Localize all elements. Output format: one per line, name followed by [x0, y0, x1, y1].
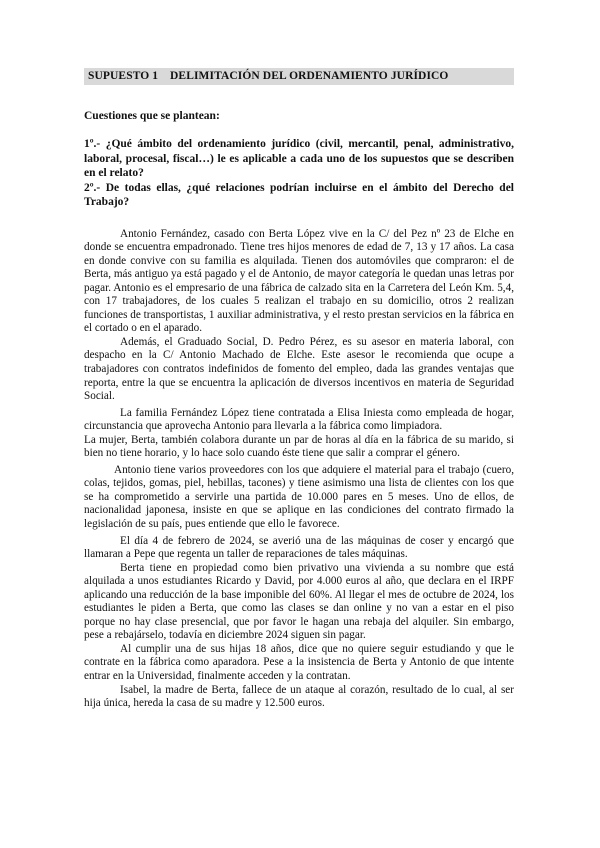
paragraph: Berta tiene en propiedad como bien privativo una vivienda a su nombre que está alquilada a unos estudiantes Ricardo y David, por 4.000 euros al año, que declara en el IRPF aplicando una reducción de la base imponible del 60%. Al llegar el mes de octubre de 2024, los estudiantes le piden a Berta, que como las clases se dan online y no van a estar en el piso porque no hay clase presencial, que por favor le hagan una rebaja del alquiler. Sin embargo, pese a rebajárselo, todavía en diciembre 2024 siguen sin pagar.	[84, 561, 514, 642]
question-item: 1º.- ¿Qué ámbito del ordenamiento jurídico (civil, mercantil, penal, administrativo, laboral, procesal, fiscal…) le es aplicable a cada uno de los supuestos que se describen en el relato?	[84, 138, 514, 179]
paragraph: Antonio Fernández, casado con Berta López vive en la C/ del Pez nº 23 de Elche en donde se encuentra empadronado. Tiene tres hijos menores de edad de 7, 13 y 17 años. La casa en donde convive con su familia es alquilada. Tienen dos automóviles que compraron: el de Berta, más antiguo ya está pagado y el de Antonio, de mayor categoría le quedan unas letras por pagar. Antonio es el empresario de una fábrica de calzado sita en la Carretera del León Km. 5,4, con 17 trabajadores, de los cuales 5 realizan el trabajo en su domicilio, otros 2 realizan funciones de transportistas, 1 auxiliar administrativa, y el resto prestan servicios en la fábrica en el cortado o en el aparado.	[84, 227, 514, 335]
paragraph: El día 4 de febrero de 2024, se averió una de las máquinas de coser y encargó que llamaran a Pepe que regenta un taller de reparaciones de tales máquinas.	[84, 534, 514, 561]
case-narrative	[84, 228, 514, 711]
questions-title: Cuestiones que se plantean:	[84, 110, 220, 122]
paragraph: Además, el Graduado Social, D. Pedro Pérez, es su asesor en materia laboral, con despacho en la C/ Antonio Machado de Elche. Este asesor le recomienda que ocupe a trabajadores con contratos indefinidos de fomento del empleo, dada las grandes ventajas que reporta, entre la que se encuentra la aplicación de diversos incentivos en materia de Seguridad Social.	[84, 335, 514, 403]
paragraph: La mujer, Berta, también colabora durante un par de horas al día en la fábrica de su marido, si bien no tiene horario, y lo hace solo cuando éste tiene que salir a comprar el género.	[84, 433, 514, 460]
paragraph: La familia Fernández López tiene contratada a Elisa Iniesta como empleada de hogar, circunstancia que aprovecha Antonio para llevarla a la fábrica como limpiadora.	[84, 406, 514, 433]
paragraph: Al cumplir una de sus hijas 18 años, dice que no quiere seguir estudiando y que le contrate en la fábrica como aparadora. Pese a la insistencia de Berta y Antonio de que intente entrar en la Universidad, finalmente acceden y la contratan.	[84, 642, 514, 682]
paragraph: Isabel, la madre de Berta, fallece de un ataque al corazón, resultado de lo cual, al ser hija única, hereda la casa de su madre y 12.500 euros.	[84, 683, 514, 710]
questions-list	[84, 137, 514, 210]
document-heading: SUPUESTO 1 DELIMITACIÓN DEL ORDENAMIENTO JURÍDICO	[84, 68, 514, 85]
document-page	[84, 68, 514, 711]
paragraph: Antonio tiene varios proveedores con los que adquiere el material para el trabajo (cuero, colas, tejidos, gomas, piel, hebillas, tacones) y tiene asimismo una lista de clientes con los que se ha comprometido a servirle una partida de 10.000 pares en 5 meses. Uno de ellos, de nacionalidad japonesa, insiste en que se aplique en las condiciones del contrato firmado la legislación de su país, pues entiende que ello le favorece.	[84, 463, 514, 530]
question-item: 2º.- De todas ellas, ¿qué relaciones podrían incluirse en el ámbito del Derecho del Trabajo?	[84, 181, 514, 208]
